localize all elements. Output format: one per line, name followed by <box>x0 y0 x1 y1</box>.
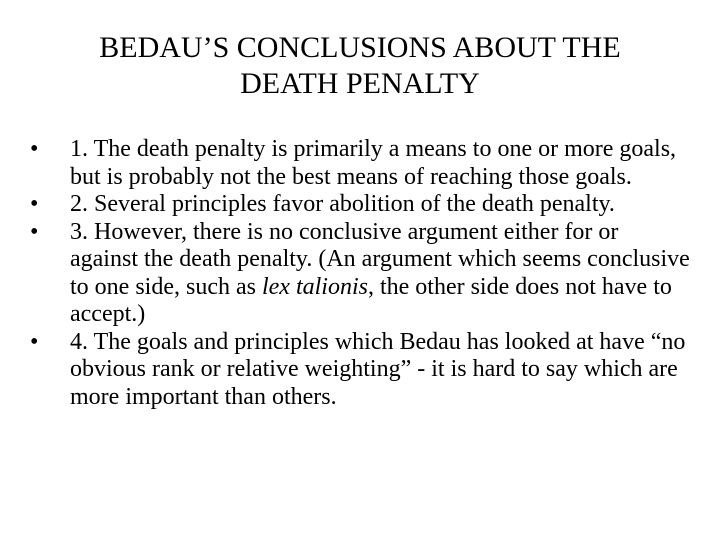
bullet-text-3-after: , the other side does not have to accept.) <box>70 273 672 327</box>
bullet-text-3-before: 3. However, there is no conclusive argument either for or against the death penalty. (An argument which seems conclusive to one side, such as <box>70 218 690 300</box>
bullet-text-1: 1. The death penalty is primarily a means to one or more goals, but is probably not the best means of reaching those goals. <box>70 136 677 190</box>
title-line-2: DEATH PENALTY <box>240 67 480 100</box>
slide-title <box>0 30 720 102</box>
bullet-text-4: 4. The goals and principles which Bedau has looked at have “no obvious rank or relative weighting” - it is hard to say which are more important than others. <box>70 328 686 410</box>
bullet-item-4 <box>30 329 690 412</box>
bullet-dot-icon: • <box>30 218 39 245</box>
bullet-text-3-italic: lex talionis <box>261 273 368 300</box>
bullet-item-3 <box>30 219 690 329</box>
title-line-1: BEDAU’S CONCLUSIONS ABOUT THE <box>99 31 621 64</box>
bullet-list <box>30 136 690 411</box>
bullet-dot-icon: • <box>30 136 39 162</box>
bullet-text-2: 2. Several principles favor abolition of the death penalty. <box>70 191 615 217</box>
bullet-dot-icon: • <box>30 191 39 217</box>
bullet-item-2 <box>30 191 690 219</box>
bullet-dot-icon: • <box>30 328 39 355</box>
bullet-item-1 <box>30 136 690 191</box>
